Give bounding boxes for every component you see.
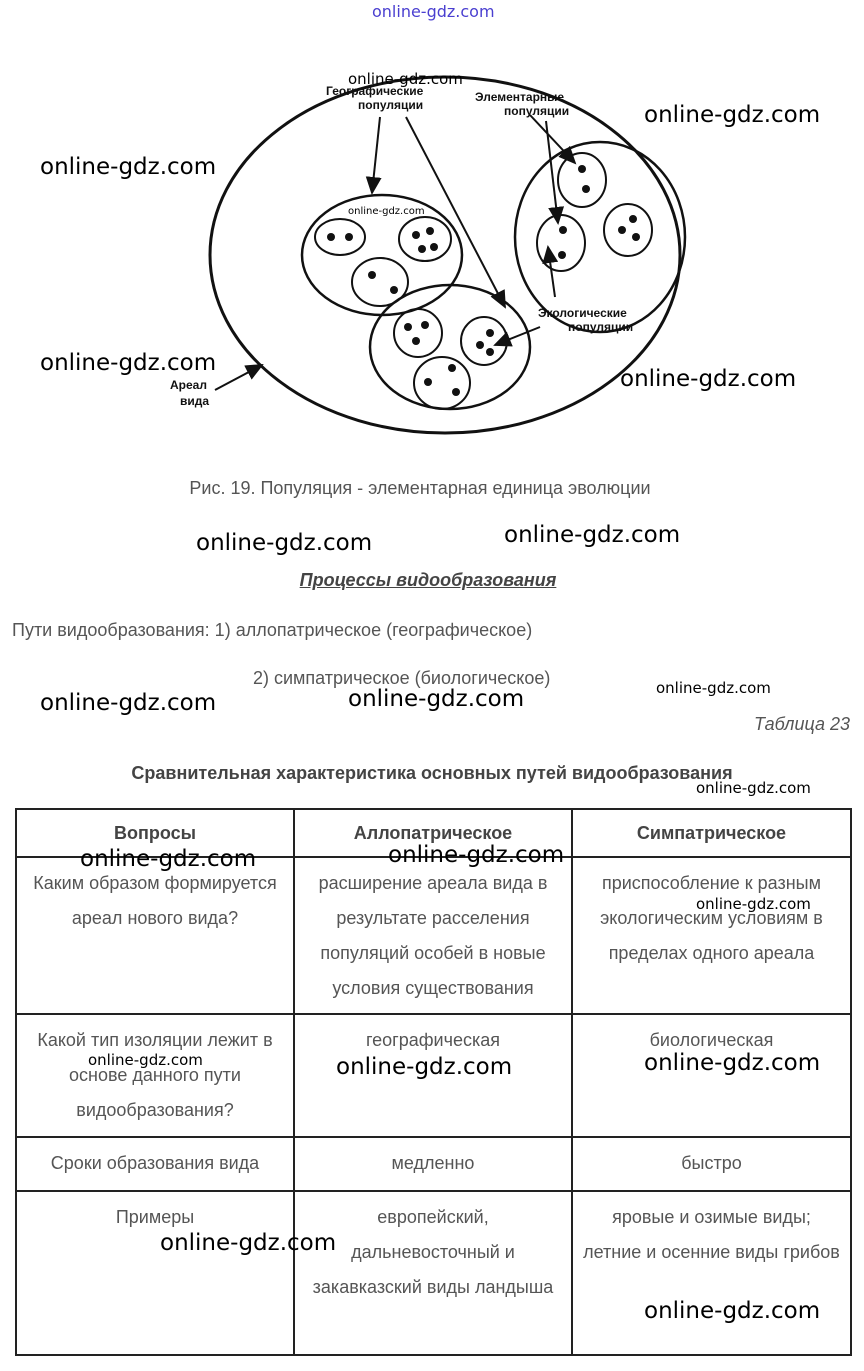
table-cell: биологическая [572, 1014, 851, 1137]
table-cell: Какой тип изоляции лежит в основе данного пути видообразования? [16, 1014, 294, 1137]
figure-caption: Рис. 19. Популяция - элементарная единица эволюции [189, 478, 651, 498]
table-cell: яровые и озимые виды; летние и осенние виды грибов [572, 1191, 851, 1355]
table-header: Вопросы [16, 809, 294, 857]
geo-populations-label: Географические [326, 84, 424, 98]
table-row [16, 857, 851, 1014]
table-cell: Каким образом формируется ареал нового вида? [16, 857, 294, 1014]
table-cell: Сроки образования вида [16, 1137, 294, 1191]
watermark: online-gdz.com [620, 366, 797, 392]
watermark: online-gdz.com [696, 895, 811, 913]
watermark: online-gdz.com [644, 1050, 821, 1076]
table-row [16, 1137, 851, 1191]
watermark: online-gdz.com [348, 70, 463, 88]
table-cell: Примеры [16, 1191, 294, 1355]
table-cell: быстро [572, 1137, 851, 1191]
watermark: online-gdz.com [160, 1230, 337, 1256]
watermark: online-gdz.com [644, 1298, 821, 1324]
top-link[interactable]: online-gdz.com [372, 2, 495, 21]
table-cell: расширение ареала вида в результате расселения популяций особей в новые условия существования [294, 857, 572, 1014]
watermark: online-gdz.com [696, 779, 811, 797]
areal-label: Ареал [170, 378, 207, 392]
watermark: online-gdz.com [504, 522, 681, 548]
watermark: online-gdz.com [40, 690, 217, 716]
watermark: online-gdz.com [40, 350, 217, 376]
elementary-populations-label: Элементарные [475, 90, 565, 104]
speciation-paths-line-2: 2) симпатрическое (биологическое) [253, 668, 551, 688]
section-title: Процессы видообразования [299, 570, 557, 590]
watermark: online-gdz.com [336, 1054, 513, 1080]
watermark: online-gdz.com [80, 846, 257, 872]
elementary-populations-label-2: популяции [504, 104, 570, 118]
table-header: Симпатрическое [572, 809, 851, 857]
geo-populations-label-2: популяции [358, 98, 424, 112]
watermark: online-gdz.com [196, 530, 373, 556]
table-number: Таблица 23 [753, 714, 850, 734]
comparison-table [15, 808, 852, 1356]
table-cell: медленно [294, 1137, 572, 1191]
table-row [16, 1191, 851, 1355]
table-cell: приспособление к разным экологическим условиям в пределах одного ареала [572, 857, 851, 1014]
watermark: online-gdz.com [656, 679, 771, 697]
ecological-population [515, 142, 685, 332]
areal-label-2: вида [180, 394, 210, 408]
watermark: online-gdz.com [348, 206, 425, 217]
table-title: Сравнительная характеристика основных путей видообразования [131, 763, 733, 783]
species-areal-ellipse [210, 77, 680, 433]
ecological-populations-label-2: популяции [568, 320, 634, 334]
population-figure [150, 55, 710, 455]
watermark: online-gdz.com [348, 686, 525, 712]
ecological-populations-label: Экологические [538, 306, 627, 320]
watermark: online-gdz.com [388, 842, 565, 868]
watermark: online-gdz.com [644, 102, 821, 128]
table-cell: европейский, дальневосточный и закавказский виды ландыша [294, 1191, 572, 1355]
watermark: online-gdz.com [40, 154, 217, 180]
speciation-paths-line-1: Пути видообразования: 1) аллопатрическое (географическое) [12, 620, 533, 640]
table-header: Аллопатрическое [294, 809, 572, 857]
table-cell: географическая [294, 1014, 572, 1137]
watermark: online-gdz.com [88, 1051, 203, 1069]
